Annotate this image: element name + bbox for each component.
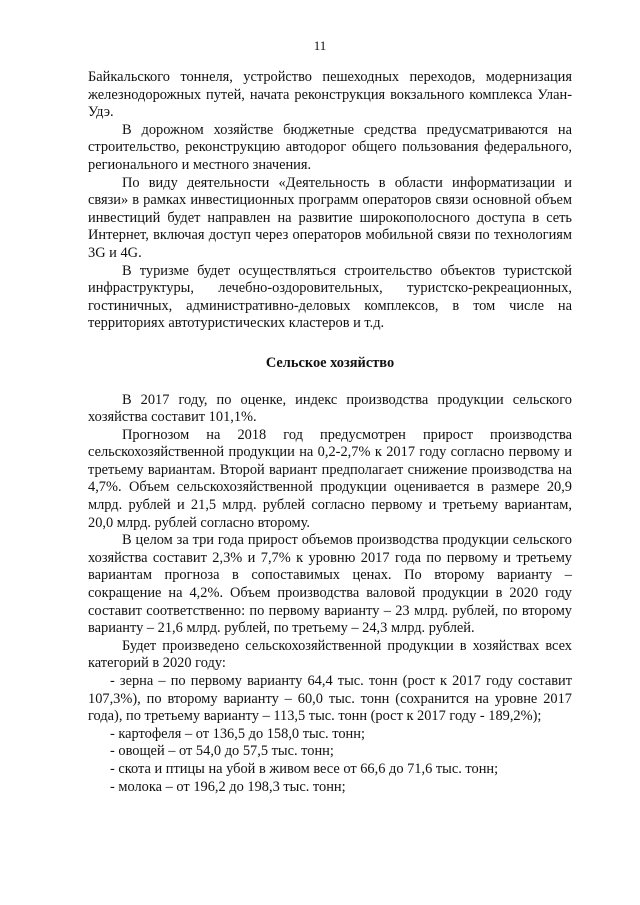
page-number: 11	[313, 38, 327, 53]
paragraph-tourism: В туризме будет осуществляться строительство объектов туристской инфраструктуры, лечебно-оздоровительных, туристско-рекреационных, гостиничных, административно-деловых комплексов, в том числе на территориях автотуристических кластеров и т.д.	[88, 262, 572, 332]
list-item-livestock: - скота и птицы на убой в живом весе от 66,6 до 71,6 тыс. тонн;	[110, 760, 499, 777]
paragraph-agri-three-years: В целом за три года прирост объемов производства продукции сельского хозяйства составит 2,3% и 7,7% к уровню 2017 года по первому и третьему вариантам прогноза в сопоставимых ценах. По второму варианту – сокращение на 4,2%. Объем производства валовой продукции в 2020 году составит соответственно: по первому варианту – 23 млрд. рублей, по второму варианту – 21,6 млрд. рублей, по третьему – 24,3 млрд. рублей.	[88, 532, 572, 637]
list-item-potatoes: - картофеля – от 136,5 до 158,0 тыс. тонн;	[110, 725, 365, 742]
list-item-milk: - молока – от 196,2 до 198,3 тыс. тонн;	[110, 778, 346, 795]
paragraph-agri-forecast-2018: Прогнозом на 2018 год предусмотрен прирост производства сельскохозяйственной продукции на 0,2-2,7% к 2017 году согласно первому и третьему вариантам. Второй вариант предполагает снижение производства на 4,7%. Объем сельскохозяйственной продукции оценивается в размере 20,9 млрд. рублей и 21,5 млрд. рублей согласно первому и третьему вариантам, 20,0 млрд. рублей согласно второму.	[88, 426, 572, 531]
paragraph-road-economy: В дорожном хозяйстве бюджетные средства предусматриваются на строительство, реконструкцию автодорог общего пользования федерального, регионального и местного значения.	[88, 121, 572, 173]
document-body	[88, 69, 572, 796]
list-item-grain: - зерна – по первому варианту 64,4 тыс. тонн (рост к 2017 году составит 107,3%), по второму варианту – 60,0 тыс. тонн (сохранится на уровне 2017 года), по третьему варианту – 113,5 тыс. тонн (рост к 2017 году - 189,2%);	[88, 673, 572, 725]
paragraph-agri-2017: В 2017 году, по оценке, индекс производства продукции сельского хозяйства составит 101,1%.	[88, 391, 572, 426]
list-item-vegetables: - овощей – от 54,0 до 57,5 тыс. тонн;	[110, 743, 334, 760]
paragraph-agri-production-2020: Будет произведено сельскохозяйственной продукции в хозяйствах всех категорий в 2020 году:	[88, 637, 572, 672]
paragraph-intro-continuation: Байкальского тоннеля, устройство пешеходных переходов, модернизация железнодорожных путей, начата реконструкция вокзального комплекса Улан-Удэ.	[88, 69, 572, 121]
paragraph-informatization: По виду деятельности «Деятельность в области информатизации и связи» в рамках инвестиционных программ операторов связи основной объем инвестиций будет направлен на развитие широкополосного доступа в сеть Интернет, включая доступ через операторов мобильной связи по технологиям 3G и 4G.	[88, 174, 572, 261]
section-title: Сельское хозяйство	[265, 354, 395, 371]
